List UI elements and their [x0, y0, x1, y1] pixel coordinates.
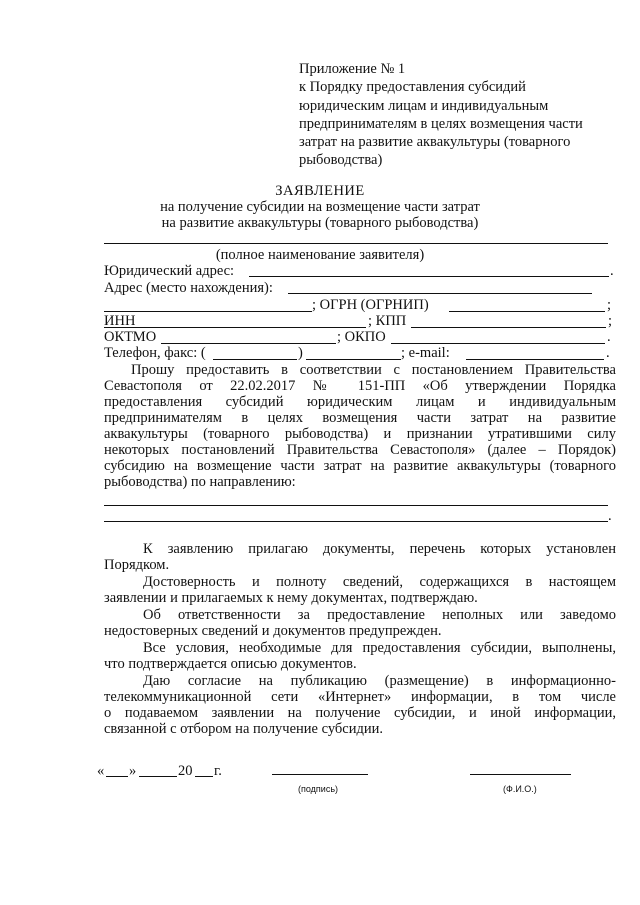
consent-paragraph: Даю согласие на публикацию (размещение) в информационно-	[143, 673, 616, 689]
attachments-paragraph: Порядком.	[104, 557, 170, 573]
request-text-line: некоторых постановлений Правительства Севастополя» (далее – Порядок)	[104, 442, 616, 458]
responsibility-paragraph: недостоверных сведений и документов предупрежден.	[104, 623, 442, 639]
accuracy-paragraph: заявлении и прилагаемых к нему документах, подтверждаю.	[104, 590, 478, 606]
request-text-line: субсидию на возмещение части затрат на развитие аквакультуры (товарного	[104, 458, 616, 474]
punct: .	[606, 345, 610, 361]
location-address-field[interactable]	[288, 293, 592, 294]
appendix-line: затрат на развитие аквакультуры (товарного	[299, 134, 571, 151]
punct: .	[610, 263, 614, 279]
signature-caption: (подпись)	[298, 784, 339, 794]
location-address-field-cont[interactable]	[104, 311, 312, 312]
ogrn-field[interactable]	[449, 311, 605, 312]
document-title: ЗАЯВЛЕНИЕ	[275, 183, 365, 199]
date-close-quote: »	[129, 763, 137, 779]
attachments-paragraph: К заявлению прилагаю документы, перечень которых установлен	[143, 541, 616, 557]
punct: .	[607, 329, 611, 345]
oktmo-field[interactable]	[161, 343, 336, 344]
legal-address-field[interactable]	[249, 276, 609, 277]
email-label: ; e-mail:	[401, 345, 450, 361]
consent-paragraph: связанной с отбором на получение субсидии.	[104, 721, 384, 737]
location-address-label: Адрес (место нахождения):	[104, 280, 273, 296]
appendix-line: рыбоводства)	[299, 152, 383, 169]
date-year-prefix: 20	[178, 763, 193, 779]
request-text-line: аквакультуры (товарного рыбоводства) и признании утратившими силу	[104, 426, 616, 442]
accuracy-paragraph: Достоверность и полноту сведений, содержащихся в настоящем	[143, 574, 616, 590]
appendix-line: предпринимателям в целях возмещения части	[299, 115, 583, 132]
applicant-name-line[interactable]	[104, 243, 608, 244]
full-name-field[interactable]	[470, 774, 571, 775]
request-text-line: Севастополя от 22.02.2017 № 151-ПП «Об утверждении Порядка	[104, 378, 616, 394]
punct: ;	[607, 297, 612, 313]
appendix-line: юридическим лицам и индивидуальным	[299, 97, 549, 114]
punct: .	[608, 508, 612, 524]
request-text-line: предпринимателям в целях возмещения части затрат на развитие	[104, 410, 616, 426]
date-month-field[interactable]	[139, 776, 177, 777]
consent-paragraph: телекоммуникационной сети «Интернет» информации, в том числе	[104, 689, 616, 705]
document-subtitle: на получение субсидии на возмещение части затрат	[160, 199, 480, 215]
signature-field[interactable]	[272, 774, 368, 775]
direction-field[interactable]	[104, 505, 608, 506]
request-text-line: Прошу предоставить в соответствии с постановлением Правительства	[131, 362, 616, 378]
responsibility-paragraph: Об ответственности за предоставление неполных или заведомо	[143, 607, 616, 623]
phone-label: Телефон, факс: (	[104, 345, 206, 361]
inn-label: ИНН	[104, 313, 136, 329]
date-year-field[interactable]	[195, 776, 213, 777]
ogrn-label: ; ОГРН (ОГРНИП)	[312, 297, 429, 313]
conditions-paragraph: Все условия, необходимые для предоставления субсидии, выполнены,	[143, 640, 616, 656]
date-open-quote: «	[97, 763, 105, 779]
date-year-suffix: г.	[214, 763, 222, 779]
email-field[interactable]	[466, 359, 604, 360]
appendix-header	[299, 60, 619, 170]
phone-code-field[interactable]	[213, 359, 297, 360]
request-text-line: предоставления субсидий юридическим лицам и индивидуальным	[104, 394, 616, 410]
inn-field[interactable]	[104, 327, 366, 328]
direction-field[interactable]	[104, 521, 608, 522]
consent-paragraph: о подаваемом заявлении на получение субсидии, и иной информации,	[104, 705, 616, 721]
oktmo-label: ОКТМО	[104, 329, 157, 345]
appendix-line: к Порядку предоставления субсидий	[299, 79, 526, 96]
request-text-line: рыбоводства) по направлению:	[104, 474, 296, 490]
punct: ;	[608, 313, 613, 329]
kpp-field[interactable]	[411, 327, 606, 328]
document-subtitle: на развитие аквакультуры (товарного рыбоводства)	[161, 215, 479, 231]
okpo-label: ; ОКПО	[337, 329, 386, 345]
applicant-name-caption: (полное наименование заявителя)	[215, 247, 425, 263]
kpp-label: ; КПП	[368, 313, 407, 329]
okpo-field[interactable]	[391, 343, 605, 344]
appendix-line: Приложение № 1	[299, 61, 406, 77]
conditions-paragraph: что подтверждается описью документов.	[104, 656, 357, 672]
date-day-field[interactable]	[106, 776, 128, 777]
phone-number-field[interactable]	[306, 359, 401, 360]
full-name-caption: (Ф.И.О.)	[503, 784, 537, 794]
punct: )	[298, 345, 303, 361]
legal-address-label: Юридический адрес:	[104, 263, 235, 279]
